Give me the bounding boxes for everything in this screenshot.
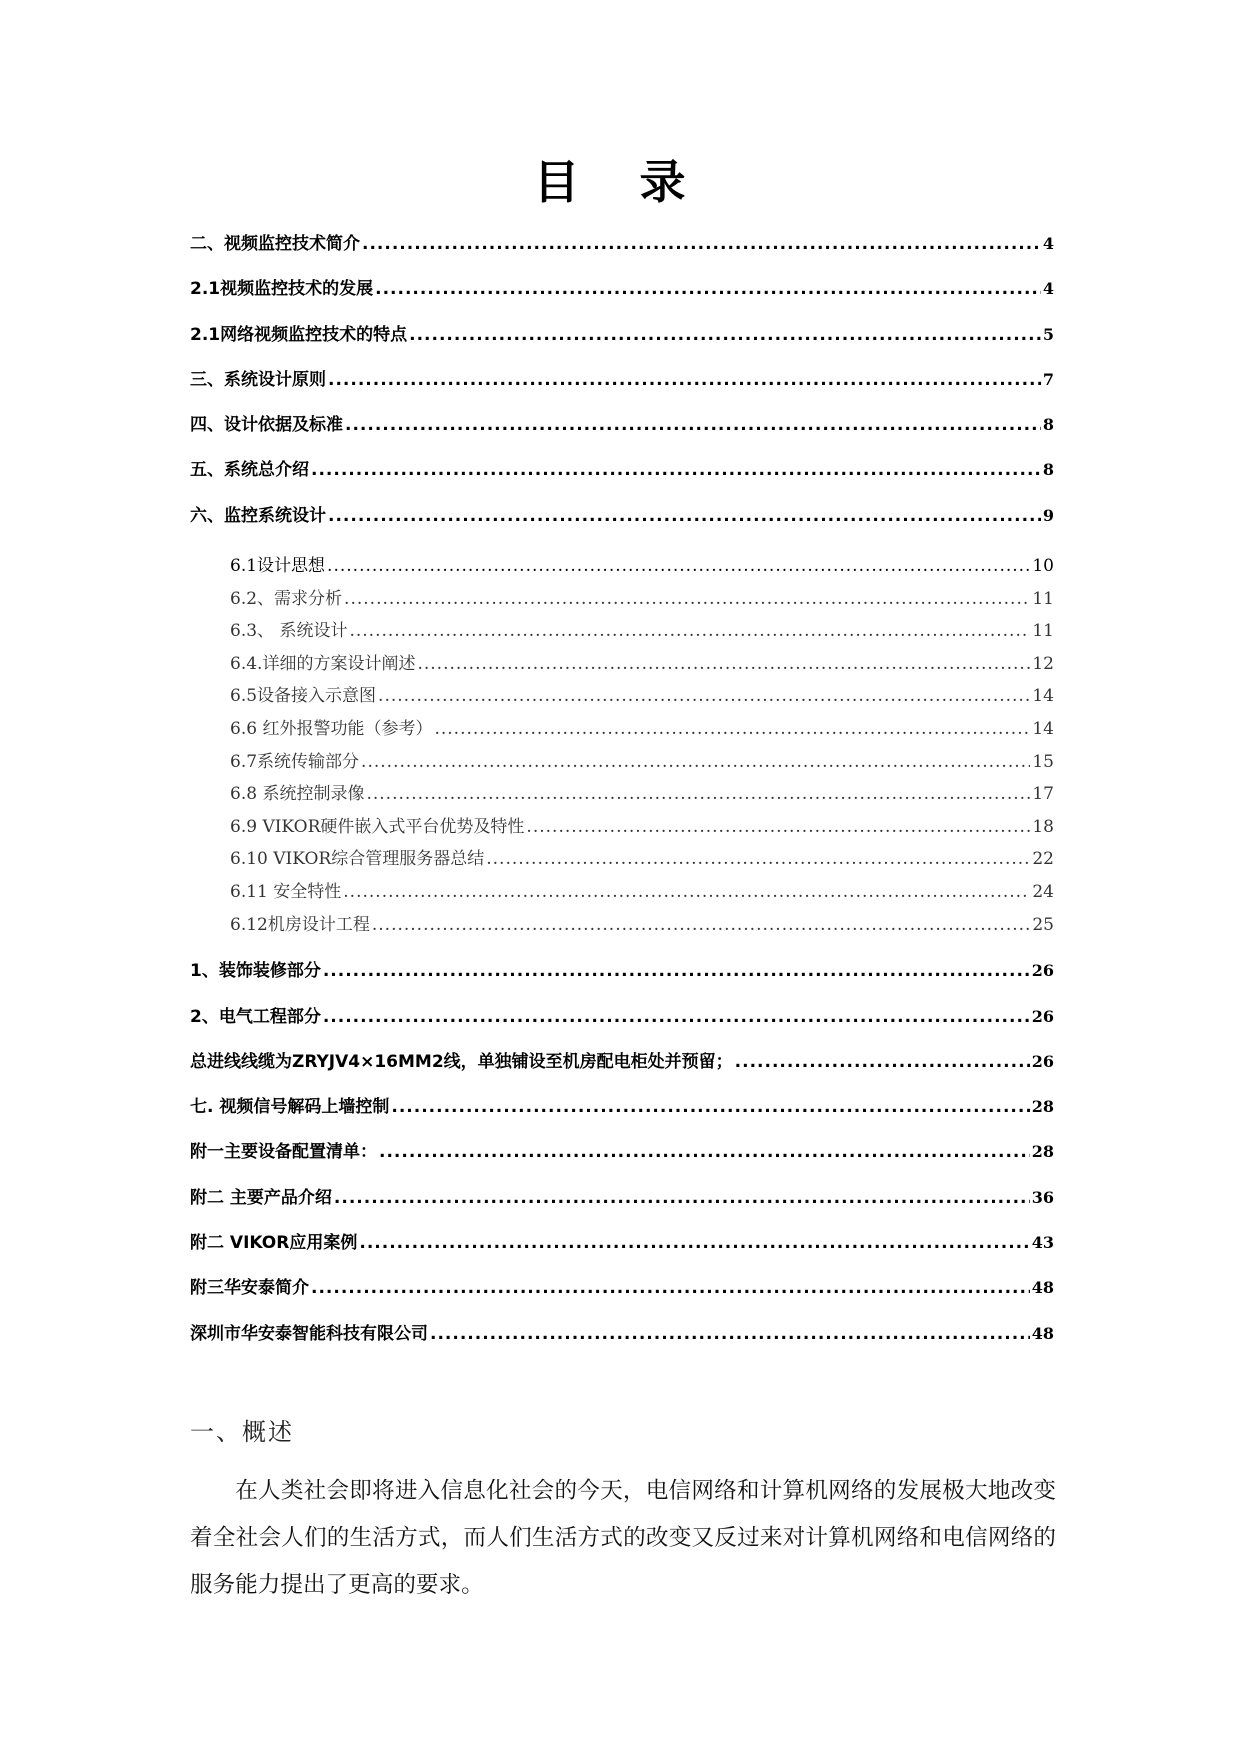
toc-entry-label: 总进线线缆为ZRYJV4×16MM2线，单独铺设至机房配电柜处并预留； [190, 1051, 733, 1072]
toc-entry[interactable] [190, 848, 1054, 881]
toc-entry-page: 12 [1032, 653, 1054, 674]
toc-entry-page: 43 [1032, 1231, 1054, 1255]
toc-dot-leader [378, 685, 1030, 707]
toc-entry[interactable] [190, 718, 1054, 751]
toc-dot-leader [379, 1140, 1030, 1164]
toc-entry-label: 深圳市华安泰智能科技有限公司 [190, 1323, 428, 1344]
toc-entry[interactable] [190, 413, 1054, 458]
toc-entry-label: 6.2、需求分析 [230, 588, 343, 609]
toc-entry-page: 15 [1032, 751, 1054, 772]
toc-dot-leader [311, 1276, 1030, 1300]
toc-entry-page: 36 [1032, 1186, 1054, 1210]
toc-entry-page: 48 [1032, 1276, 1054, 1300]
toc-entry-label: 六、监控系统设计 [190, 505, 326, 526]
toc-dot-leader [735, 1050, 1030, 1074]
toc-dot-leader [328, 504, 1041, 528]
toc-entry-label: 6.12机房设计工程 [230, 914, 370, 935]
toc-dot-leader [409, 323, 1041, 347]
table-of-contents [190, 232, 1054, 1367]
toc-dot-leader [486, 848, 1030, 870]
toc-entry[interactable] [190, 1276, 1054, 1321]
toc-entry[interactable] [190, 816, 1054, 849]
toc-entry-page: 26 [1032, 1050, 1054, 1074]
toc-entry[interactable] [190, 914, 1054, 947]
toc-entry-label: 二、视频监控技术简介 [190, 234, 360, 254]
toc-entry-label: 附二 主要产品介绍 [190, 1187, 332, 1208]
toc-group-subsections [190, 555, 1054, 946]
toc-entry-page: 4 [1043, 277, 1054, 301]
toc-entry-page: 14 [1032, 686, 1054, 707]
toc-entry[interactable] [190, 232, 1054, 277]
toc-entry-page: 9 [1043, 504, 1054, 528]
toc-entry-page: 24 [1032, 882, 1054, 903]
section-heading: 一、概述 [190, 1418, 294, 1446]
toc-entry-label: 6.10 VIKOR综合管理服务器总结 [230, 849, 485, 870]
toc-entry-label: 三、系统设计原则 [190, 369, 326, 390]
toc-entry-label: 2.1视频监控技术的发展 [190, 279, 374, 300]
toc-entry-label: 附二 VIKOR应用案例 [190, 1232, 358, 1253]
toc-entry-label: 五、系统总介绍 [190, 460, 309, 481]
toc-entry[interactable] [190, 1231, 1054, 1276]
toc-entry-label: 附三华安泰简介 [190, 1278, 309, 1299]
toc-entry-page: 11 [1032, 588, 1054, 609]
toc-entry-label: 6.1设计思想 [230, 556, 326, 577]
toc-entry-page: 11 [1032, 621, 1054, 642]
toc-entry[interactable] [190, 277, 1054, 322]
toc-entry-page: 8 [1043, 458, 1054, 482]
toc-entry-page: 22 [1032, 849, 1054, 870]
toc-dot-leader [362, 232, 1041, 256]
toc-entry[interactable] [190, 751, 1054, 784]
toc-entry-page: 26 [1032, 1005, 1054, 1029]
toc-entry-label: 6.3、 系统设计 [230, 621, 348, 642]
toc-entry[interactable] [190, 881, 1054, 914]
toc-dot-leader [343, 881, 1030, 903]
toc-dot-leader [327, 555, 1030, 577]
toc-entry[interactable] [190, 653, 1054, 686]
paragraph-text: 在人类社会即将进入信息化社会的今天，电信网络和计算机网络的发展极大地改变着全社会人们的生活方式，而人们生活方式的改变又反过来对计算机网络和电信网络的服务能力提出了更高的要求。 [190, 1478, 1056, 1598]
toc-entry-page: 28 [1032, 1140, 1054, 1164]
toc-group-main [190, 232, 1054, 549]
toc-entry[interactable] [190, 1140, 1054, 1185]
toc-entry[interactable] [190, 323, 1054, 368]
toc-entry-page: 18 [1032, 816, 1054, 837]
toc-dot-leader [372, 914, 1031, 936]
toc-dot-leader [417, 653, 1030, 675]
toc-entry-label: 七. 视频信号解码上墙控制 [190, 1097, 390, 1118]
toc-entry[interactable] [190, 959, 1054, 1004]
toc-dot-leader [311, 458, 1041, 482]
toc-entry[interactable] [190, 1005, 1054, 1050]
toc-entry[interactable] [190, 1095, 1054, 1140]
toc-entry-label: 6.7系统传输部分 [230, 751, 360, 772]
toc-entry-page: 25 [1032, 914, 1054, 935]
toc-entry[interactable] [190, 555, 1054, 588]
toc-entry-label: 6.5设备接入示意图 [230, 686, 377, 707]
toc-entry-page: 14 [1032, 719, 1054, 740]
toc-dot-leader [375, 277, 1041, 301]
toc-entry[interactable] [190, 504, 1054, 549]
section-paragraph [190, 1468, 1056, 1609]
toc-dot-leader [349, 620, 1030, 642]
toc-entry-label: 6.4.详细的方案设计阐述 [230, 653, 416, 674]
toc-dot-leader [323, 959, 1030, 983]
toc-entry-page: 17 [1032, 784, 1054, 805]
toc-dot-leader [328, 368, 1041, 392]
toc-title: 目 录 [533, 155, 708, 209]
toc-dot-leader [345, 413, 1041, 437]
toc-entry-label: 6.8 系统控制录像 [230, 784, 365, 805]
toc-group-appendix [190, 959, 1054, 1367]
spacer [190, 946, 1054, 959]
toc-entry-label: 1、装饰装修部分 [190, 961, 321, 982]
toc-entry[interactable] [190, 783, 1054, 816]
toc-entry-label: 6.11 安全特性 [230, 882, 342, 903]
toc-entry-page: 7 [1043, 368, 1054, 392]
toc-dot-leader [391, 1095, 1029, 1119]
toc-dot-leader [430, 1322, 1030, 1346]
toc-entry-label: 附一主要设备配置清单： [190, 1142, 377, 1163]
toc-entry-page: 4 [1043, 232, 1054, 256]
toc-entry-page: 26 [1032, 959, 1054, 983]
toc-dot-leader [361, 751, 1030, 773]
toc-dot-leader [526, 816, 1030, 838]
toc-entry-page: 5 [1043, 323, 1054, 347]
toc-dot-leader [344, 588, 1030, 610]
toc-entry[interactable] [190, 1322, 1054, 1367]
toc-entry-page: 8 [1043, 413, 1054, 437]
toc-dot-leader [334, 1186, 1030, 1210]
toc-dot-leader [434, 718, 1030, 740]
toc-entry-page: 10 [1032, 556, 1054, 577]
toc-entry[interactable] [190, 685, 1054, 718]
toc-dot-leader [359, 1231, 1029, 1255]
toc-entry[interactable] [190, 1050, 1054, 1095]
toc-entry[interactable] [190, 458, 1054, 503]
toc-entry-label: 6.6 红外报警功能（参考） [230, 719, 433, 740]
toc-entry-label: 2、电气工程部分 [190, 1006, 321, 1027]
toc-dot-leader [323, 1005, 1030, 1029]
toc-entry-label: 四、设计依据及标准 [190, 415, 343, 436]
toc-entry-page: 48 [1032, 1322, 1054, 1346]
toc-entry-label: 6.9 VIKOR硬件嵌入式平台优势及特性 [230, 816, 525, 837]
toc-entry[interactable] [190, 588, 1054, 621]
toc-entry[interactable] [190, 368, 1054, 413]
toc-dot-leader [366, 783, 1030, 805]
toc-entry-label: 2.1网络视频监控技术的特点 [190, 324, 408, 345]
toc-entry[interactable] [190, 620, 1054, 653]
toc-entry-page: 28 [1032, 1095, 1054, 1119]
toc-entry[interactable] [190, 1186, 1054, 1231]
